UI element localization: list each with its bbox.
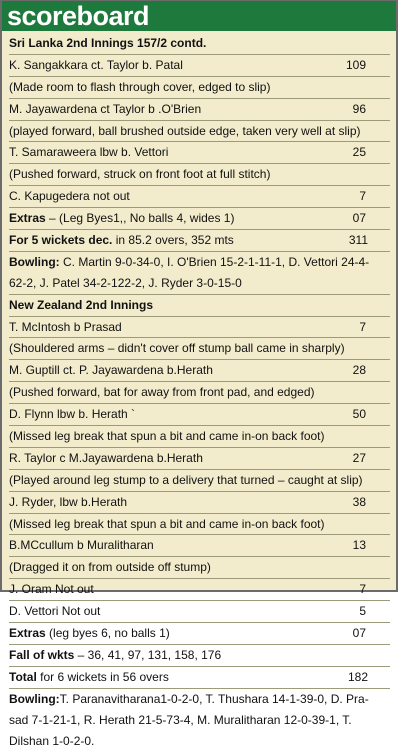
dismissal-note: (Pushed forward, bat for away from front pad, and edged): [9, 382, 390, 404]
total-row: [9, 667, 390, 689]
sl-innings-heading: Sri Lanka 2nd Innings 157/2 contd.: [9, 33, 390, 55]
fow-label: Fall of wkts: [9, 648, 74, 662]
dismissal-note: (played forward, ball brushed outside edge, taken very well at slip): [9, 121, 390, 143]
scoreboard-title: scoreboard: [2, 1, 396, 31]
batsman-runs: 7: [359, 579, 366, 600]
bowling-line: 62-2, J. Patel 34-2-122-2, J. Ryder 3-0-15-0: [9, 273, 390, 295]
bowling-line: sad 7-1-21-1, R. Herath 21-5-73-4, M. Muralitharan 12-0-39-1, T.: [9, 710, 390, 731]
dismissal-note: (Missed leg break that spun a bit and came in-on back foot): [9, 426, 390, 448]
batsman-row: [9, 99, 390, 121]
bowling-line: Dilshan 1-0-2-0.: [9, 731, 390, 751]
batsman-row: [9, 535, 390, 557]
dismissal-note: (Missed leg break that spun a bit and came in-on back foot): [9, 514, 390, 536]
batsman-runs: 38: [353, 492, 366, 513]
batsman-row: [9, 404, 390, 426]
batsman-runs: 13: [353, 535, 366, 556]
batsman-name: R. Taylor c M.Jayawardena b.Herath: [9, 451, 203, 465]
batsman-row: [9, 360, 390, 382]
batsman-name: T. McIntosh b Prasad: [9, 320, 122, 334]
total-detail: for 6 wickets in 56 overs: [37, 670, 169, 684]
batsman-runs: 7: [359, 186, 366, 207]
batsman-name: T. Samaraweera lbw b. Vettori: [9, 145, 168, 159]
batsman-runs: 7: [359, 317, 366, 338]
bowling-line: [9, 252, 390, 273]
bowling-figures: T. Paranavitharana1-0-2-0, T. Thushara 14-1-39-0, D. Pra-: [60, 692, 369, 706]
batsman-row: [9, 317, 390, 339]
batsman-name: B.MCcullum b Muralitharan: [9, 538, 154, 552]
dismissal-note: (Dragged it on from outside off stump): [9, 557, 390, 579]
fall-of-wickets-row: [9, 645, 390, 667]
extras-detail: (leg byes 6, no balls 1): [46, 626, 170, 640]
batsman-runs: 109: [346, 55, 366, 76]
extras-row: [9, 208, 390, 230]
batsman-runs: 28: [353, 360, 366, 381]
extras-runs: 07: [353, 208, 366, 229]
batsman-row: [9, 492, 390, 514]
total-runs: 311: [349, 230, 368, 251]
total-label: For 5 wickets dec.: [9, 233, 112, 247]
batsman-row: [9, 448, 390, 470]
extras-row: [9, 623, 390, 645]
batsman-name: K. Sangakkara ct. Taylor b. Patal: [9, 58, 183, 72]
bowling-label: Bowling:: [9, 692, 60, 706]
batsman-name: C. Kapugedera not out: [9, 189, 130, 203]
scoreboard-body: [2, 31, 396, 751]
batsman-runs: 96: [353, 99, 366, 120]
batsman-name: J. Oram Not out: [9, 582, 94, 596]
batsman-runs: 5: [359, 601, 366, 622]
total-detail: in 85.2 overs, 352 mts: [112, 233, 233, 247]
bowling-label: Bowling:: [9, 255, 60, 269]
batsman-row: [9, 601, 390, 623]
nz-innings-heading: New Zealand 2nd Innings: [9, 295, 390, 317]
bowling-line: [9, 689, 390, 710]
batsman-name: J. Ryder, lbw b.Herath: [9, 495, 127, 509]
total-row: [9, 230, 390, 252]
fow-detail: – 36, 41, 97, 131, 158, 176: [74, 648, 221, 662]
batsman-name: D. Flynn lbw b. Herath `: [9, 407, 135, 421]
dismissal-note: (Shouldered arms – didn't cover off stump ball came in sharply): [9, 338, 390, 360]
batsman-row: [9, 55, 390, 77]
batsman-row: [9, 142, 390, 164]
batsman-name: M. Jayawardena ct Taylor b .O'Brien: [9, 102, 201, 116]
dismissal-note: (Pushed forward, struck on front foot at full stitch): [9, 164, 390, 186]
extras-detail: – (Leg Byes1,, No balls 4, wides 1): [46, 211, 235, 225]
total-runs: 182: [348, 667, 368, 688]
bowling-figures: C. Martin 9-0-34-0, I. O'Brien 15-2-1-11-1, D. Vettori 24-4-: [60, 255, 370, 269]
dismissal-note: (Played around leg stump to a delivery that turned – caught at slip): [9, 470, 390, 492]
batsman-runs: 25: [353, 142, 366, 163]
extras-runs: 07: [353, 623, 366, 644]
batsman-name: D. Vettori Not out: [9, 604, 100, 618]
extras-label: Extras: [9, 211, 46, 225]
batsman-runs: 50: [353, 404, 366, 425]
dismissal-note: (Made room to flash through cover, edged to slip): [9, 77, 390, 99]
batsman-row: [9, 186, 390, 208]
batsman-runs: 27: [353, 448, 366, 469]
batsman-row: [9, 579, 390, 601]
total-label: Total: [9, 670, 37, 684]
batsman-name: M. Guptill ct. P. Jayawardena b.Herath: [9, 363, 213, 377]
extras-label: Extras: [9, 626, 46, 640]
